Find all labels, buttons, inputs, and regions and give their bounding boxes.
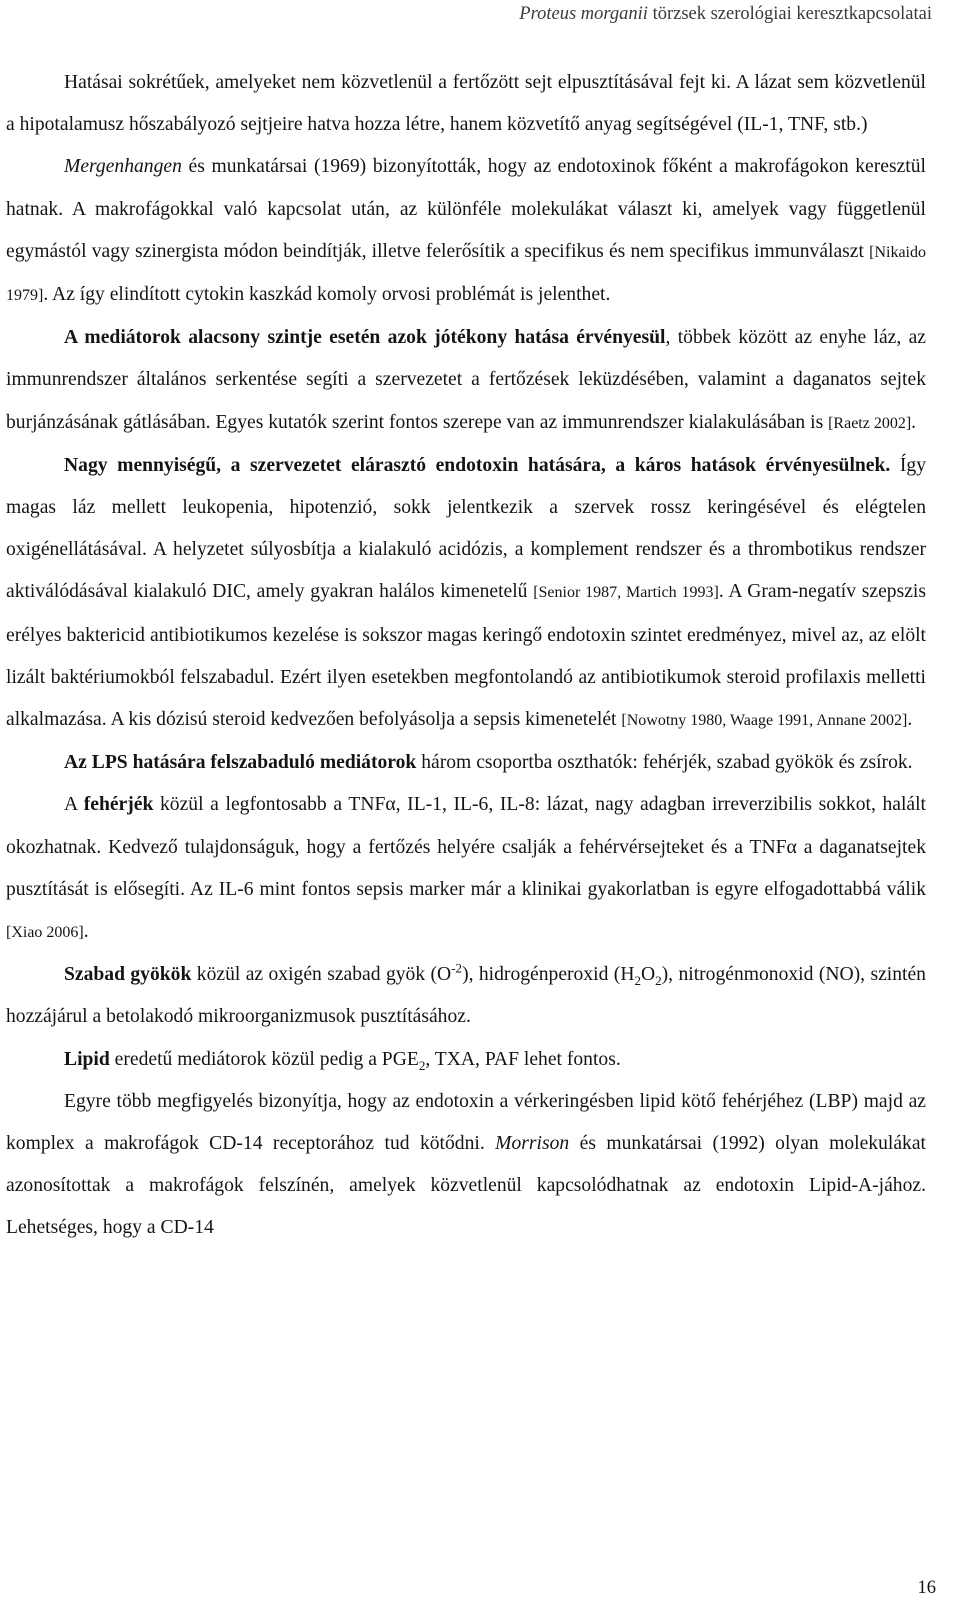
paragraph-8-text-1: eredetű mediátorok közül pedig a PGE — [109, 1048, 419, 1070]
paragraph-7-emphasis: Szabad gyökök — [64, 964, 192, 986]
paragraph-6-emphasis: fehérjék — [83, 794, 154, 816]
paragraph-3-text-1: , többek között az enyhe láz, az immunrendszer általános serkentése segíti a szervezetet a fertőzések leküzdésében, valamint a daganatos sejtek burjánzásának gátlásában. Egyes kutatók szerint fontos szerepe van az immunrendszer kialakulásában is — [6, 327, 926, 433]
paragraph-6 — [6, 784, 926, 954]
paragraph-1-text: Hatásai sokrétűek, amelyeket nem közvetlenül a fertőzött sejt elpusztításával fejt ki. A lázat sem közvetlenül a hipotalamusz hőszabályozó sejtjeire hatva hozza létre, hanem közvetítő anyag segítségével (IL-1, TNF, stb.) — [6, 72, 926, 136]
paragraph-7-text-4: ), nitrogénmonoxid (NO), szintén hozzájárul a betolakodó mikroorganizmusok pusztításához. — [6, 964, 926, 1028]
citation-senior-martich: [Senior 1987, Martich 1993] — [533, 584, 719, 602]
paragraph-1 — [6, 62, 926, 146]
paragraph-6-text-2: . — [83, 921, 89, 943]
subscript-h2: 2 — [634, 973, 641, 989]
author-morrison: Morrison — [495, 1133, 570, 1155]
paragraph-2-text-2: . Az így elindított cytokin kaszkád komoly orvosi problémát is jelenthet. — [43, 284, 611, 306]
paragraph-9-text-1: Egyre több megfigyelés bizonyítja, hogy az endotoxin a vérkeringésben lipid kötő fehérjéhez (LBP) majd az komplex a makrofágok CD-14 receptorához tud kötődni. — [6, 1090, 926, 1155]
page-number: 16 — [917, 1578, 936, 1598]
paragraph-7-text-2: ), hidrogénperoxid (H — [462, 964, 635, 986]
running-header — [519, 4, 932, 25]
paragraph-4-emphasis: Nagy mennyiségű, a szervezetet elárasztó endotoxin hatására, a káros hatások érvényesülnek. — [64, 454, 891, 476]
paragraph-6-text-1: közül a legfontosabb a TNFα, IL-1, IL-6, IL-8: lázat, nagy adagban irreverzibilis sokkot, halált okozhatnak. Kedvező tulajdonságuk, hogy a fertőzés helyére csalják a fehérvérsejteket és a TNFα a daganatsejtek pusztítását is elősegíti. Az IL-6 mint fontos sepsis marker már a klinikai gyakorlatban is egyre elfogadottabbá válik — [6, 794, 927, 900]
paragraph-4-text-1: Így magas láz mellett leukopenia, hipotenzió, sokk jelentkezik a szervek rossz keringésével és elégtelen oxigénellátásával. A helyzetet súlyosbítja a kialakuló acidózis, a komplement rendszer és a thrombotikus rendszer aktiválódásával kialakuló DIC, amely gyakran halálos kimenetelű — [6, 454, 926, 603]
header-title: törzsek szerológiai keresztkapcsolatai — [647, 4, 932, 24]
paragraph-5-text-1: három csoportba oszthatók: fehérjék, szabad gyökök és zsírok. — [416, 752, 913, 774]
header-species: Proteus morganii — [519, 4, 648, 24]
paragraph-3 — [6, 317, 926, 445]
document-body — [6, 62, 926, 1250]
paragraph-7-text-1: közül az oxigén szabad gyök (O — [191, 964, 452, 986]
paragraph-2-text-1: és munkatársai (1969) bizonyították, hogy az endotoxinok főként a makrofágokon keresztül hatnak. A makrofágokkal való kapcsolat után, az különféle molekulákat választ ki, amelyek vagy függetlenül egymástól vagy szinergista módon beindítják, illetve felerősítik a specifikus és nem specifikus immunválaszt — [6, 156, 926, 262]
paragraph-4 — [6, 445, 926, 742]
paragraph-5-emphasis: Az LPS hatására felszabaduló mediátorok — [64, 752, 417, 774]
paragraph-5 — [6, 742, 926, 784]
superscript-charge: -2 — [451, 960, 463, 976]
paragraph-8-text-2: , TXA, PAF lehet fontos. — [425, 1048, 621, 1070]
citation-nowotny-waage-annane: [Nowotny 1980, Waage 1991, Annane 2002] — [621, 712, 908, 730]
paragraph-4-text-2: . A Gram-negatív szepszis erélyes baktericid antibiotikumos kezelése is sokszor magas keringő endotoxin szintet eredményez, mivel az, az elölt lizált baktériumokból felszabadul. Ezért ilyen esetekben megfontolandó az antibiotikumok steroid profilaxis melletti alkalmazása. A kis dózisú steroid kedvezően befolyásolja a sepsis kimenetelét — [6, 581, 926, 731]
paragraph-4-text-3: . — [907, 709, 913, 731]
citation-nikaido: [Nikaido 1979] — [6, 243, 926, 305]
paragraph-3-emphasis: A mediátorok alacsony szintje esetén azok jótékony hatása érvényesül — [64, 327, 666, 349]
citation-raetz: [Raetz 2002] — [828, 414, 912, 432]
paragraph-9 — [6, 1081, 926, 1250]
paragraph-6-text-0: A — [64, 794, 84, 816]
paragraph-7 — [6, 954, 926, 1038]
author-mergenhangen: Mergenhangen — [64, 156, 182, 178]
paragraph-7-text-3: O — [640, 964, 656, 986]
paragraph-8-emphasis: Lipid — [64, 1048, 110, 1070]
subscript-o2: 2 — [655, 973, 662, 989]
paragraph-8 — [6, 1039, 926, 1081]
subscript-pge2: 2 — [418, 1057, 426, 1073]
paragraph-2 — [6, 146, 926, 317]
citation-xiao: [Xiao 2006] — [6, 924, 84, 942]
paragraph-9-text-2: és munkatársai (1992) olyan molekulákat azonosítottak a makrofágok felszínén, amelyek közvetlenül kapcsolódhatnak az endotoxin Lipid-A-jához. Lehetséges, hogy a CD-14 — [6, 1133, 926, 1239]
paragraph-3-text-2: . — [911, 411, 917, 433]
